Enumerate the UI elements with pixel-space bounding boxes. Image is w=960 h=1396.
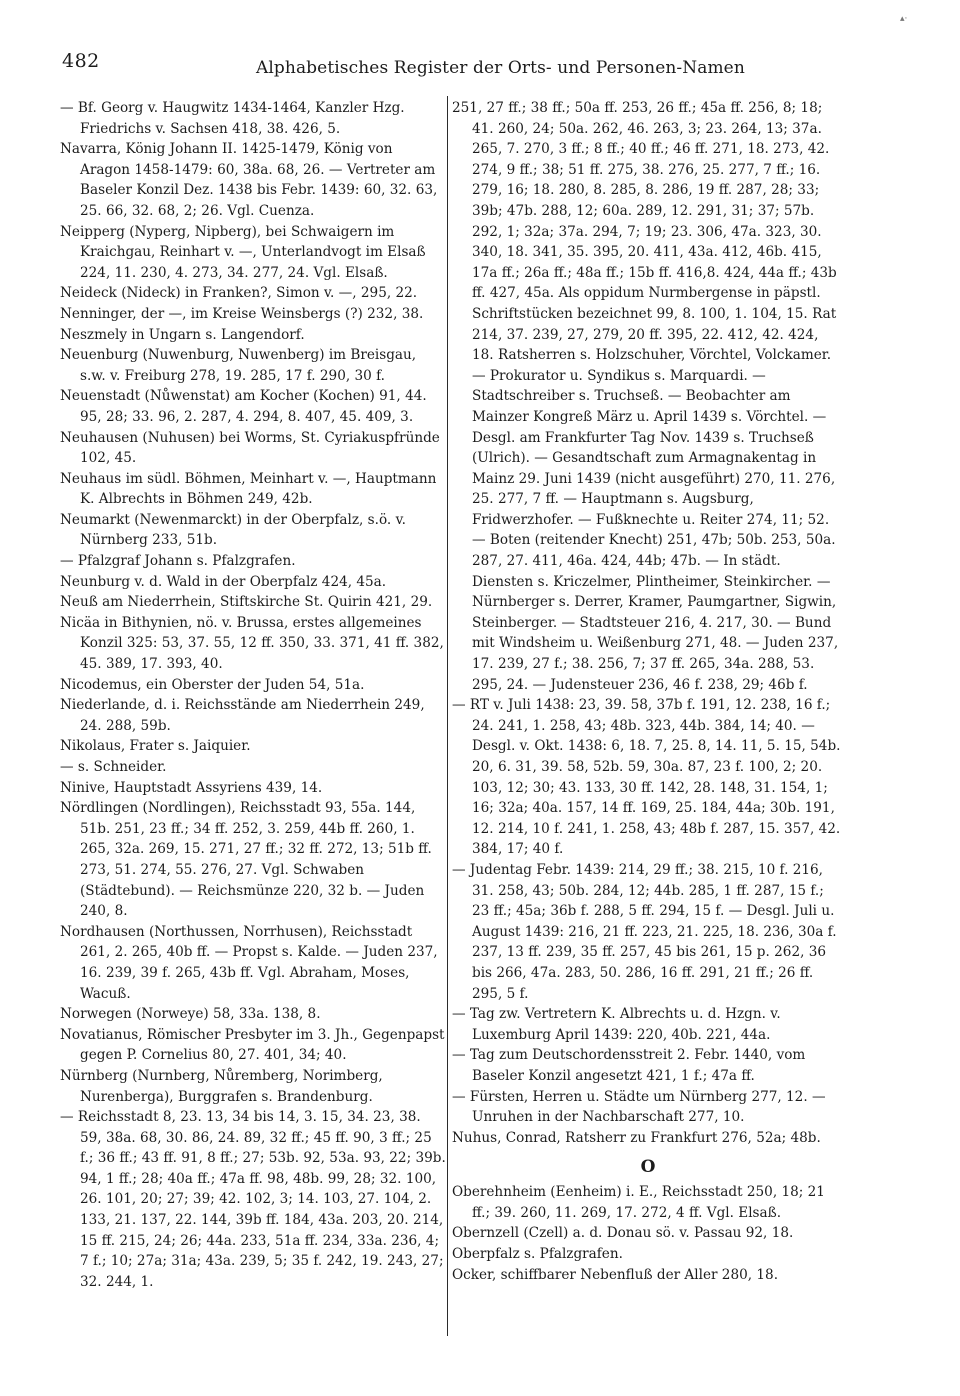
index-entry: Neuhausen (Nuhusen) bei Worms, St. Cyriakuspfründe 102, 45. [60,429,440,467]
index-entry: Obernzell (Czell) a. d. Donau sö. v. Passau 92, 18. [452,1225,794,1242]
index-entry: Oberpfalz s. Pfalzgrafen. [452,1246,623,1263]
index-entry: Neuenstadt (Nůwenstat) am Kocher (Kochen) 91, 44. 95, 28; 33. 96, 2. 287, 4. 294, 8. 407, 45. 409, 3. [60,388,427,425]
index-entry: 251, 27 ff.; 38 ff.; 50a ff. 253, 26 ff.; 45a ff. 256, 8; 18; 41. 260, 24; 50a. 262, 46. 263, 3; 23. 264, 13; 37a. 265, 7. 270, 3 ff.; 8 ff.; 40 ff.; 46 ff. 271, 18. 273, 42. 274, 9 ff.; 38; 51 ff. 275, 38. 276, 25. 277, 7 ff.; 16. 279, 16; 18. 280, 8. 285, 8. 286, 19 ff. 287, 28; 33; 39b; 47b. 288, 12; 60a. 289, 12. 291, 31; 37; 57b. 292, 1; 32a; 37a. 294, 7; 19; 23. 306, 47a. 323, 30. 340, 18. 341, 35. 395, 20. 411, 43a. 412, 46b. 415, 17a ff.; 26a ff.; 48a ff.; 15b ff. 416,8. 424, 44a ff.; 43b ff. 427, 45a. Als oppidum Nurmbergense in päpstl. Schriftstücken bezeichnet 99, 8. 100, 1. 104, 15. Rat 214, 37. 239, 27, 279, 20 ff. 395, 22. 412, 42. 424, 18. Ratsherren s. Holzschuher, Vörchtel, Volckamer. — Prokurator u. Syndikus s. Marquardi. — Stadtschreiber s. Truchseß. — Beobachter am Mainzer Kongreß März u. April 1439 s. Vörchtel. — Desgl. am Frankfurter Tag Nov. 1439 s. Truchseß (Ulrich). — Gesandtschaft zum Armagnakentag in Mainz 29. Juni 1439 (nicht ausgeführt) 270, 11. 276, 25. 277, 7 ff. — Hauptmann s. Augsburg, Fridwerzhofer. — Fußknechte u. Reiter 274, 11; 52. — Boten (reitender Knecht) 251, 47b; 50b. 253, 50a. 287, 27. 411, 46a. 424, 44b; 47b. — In städt. Diensten s. Kriczelmer, Plintheimer, Steinkircher. — Nürnberger s. Derrer, Kramer, Paumgartner, Sigwin, Steinberger. — Stadtsteuer 216, 4. 217, 30. — Bund mit Windsheim u. Weißenburg 271, 48. — Juden 237, 17. 239, 27 f.; 38. 256, 7; 37 ff. 265, 34a. 288, 53. 295, 24. — Judensteuer 236, 46 f. 238, 29; 46b f. [452,100,839,693]
index-entry: Neipperg (Nyperg, Nipberg), bei Schwaigern im Kraichgau, Reinhart v. —, Unterlandvogt im Elsaß 224, 11. 230, 4. 273, 34. 277, 24. Vgl. Elsaß. [60,223,426,281]
index-entry: — Bf. Georg v. Haugwitz 1434-1464, Kanzler Hzg. Friedrichs v. Sachsen 418, 38. 426, 5. [60,100,405,137]
page-number: 482 [62,50,100,72]
index-entry: Novatianus, Römischer Presbyter im 3. Jh., Gegenpapst gegen P. Cornelius 80, 27. 401, 34; 40. [60,1026,445,1064]
index-entry: — Tag zw. Vertretern K. Albrechts u. d. Hzgn. v. Luxemburg April 1439: 220, 40b. 221, 44a. [452,1006,781,1043]
index-entry: Nördlingen (Nordlingen), Reichsstadt 93, 55a. 144, 51b. 251, 23 ff.; 34 ff. 252, 3. 259, 44b ff. 260, 1. 265, 32a. 269, 15. 271, 27 ff.; 32 ff. 272, 13; 51b ff. 273, 51. 274, 55. 276, 27. Vgl. Schwaben (Städtebund). — Reichsmünze 220, 32 b. — Juden 240, 8. [60,800,432,920]
index-entry: Neuenburg (Nuwenburg, Nuwenberg) im Breisgau, s.w. v. Freiburg 278, 19. 285, 17 f. 290, 30 f. [60,347,417,384]
index-entry: Neuß am Niederrhein, Stiftskirche St. Quirin 421, 29. [60,594,433,611]
index-entry: Ninive, Hauptstadt Assyriens 439, 14. [60,779,323,796]
index-entry: Neumarkt (Newenmarckt) in der Oberpfalz, s.ö. v. Nürnberg 233, 51b. [60,511,406,549]
index-entry: Neunburg v. d. Wald in der Oberpfalz 424, 45a. [60,573,387,590]
corner-mark: ▴· [900,14,908,24]
index-entry: Neszmely in Ungarn s. Langendorf. [60,326,305,343]
column-divider [447,96,448,1336]
right-column [452,98,844,1285]
index-entry: Nuhus, Conrad, Ratsherr zu Frankfurt 276, 52a; 48b. [452,1129,821,1146]
index-entry: — Fürsten, Herren u. Städte um Nürnberg 277, 12. — Unruhen in der Nachbarschaft 277, 10. [452,1088,826,1126]
index-entry: Norwegen (Norweye) 58, 33a. 138, 8. [60,1006,321,1023]
index-entry: — Tag zum Deutschordensstreit 2. Febr. 1440, vom Baseler Konzil angesetzt 421, 1 f.; 47a ff. [452,1047,806,1084]
section-letter: O [640,1157,656,1178]
index-entry: Navarra, König Johann II. 1425-1479, König von Aragon 1458-1479: 60, 38a. 68, 26. — Vertreter am Baseler Konzil Dez. 1438 bis Febr. 1439: 60, 32. 63, 25. 66, 32. 68, 2; 26. Vgl. Cuenza. [60,141,438,219]
index-entry: Nicodemus, ein Oberster der Juden 54, 51a. [60,676,365,693]
index-entry: Nenninger, der —, im Kreise Weinsbergs (?) 232, 38. [60,305,424,322]
index-entry: Nicäa in Bithynien, nö. v. Brussa, erstes allgemeines Konzil 325: 53, 37. 55, 12 ff. 350, 33. 371, 41 ff. 382, 45. 389, 17. 393, 40. [60,614,444,673]
index-entry: Neideck (Nideck) in Franken?, Simon v. —, 295, 22. [60,285,418,302]
index-entry: Nikolaus, Frater s. Jaiquier. [60,738,251,755]
index-entry: — s. Schneider. [60,759,167,775]
index-entry: Ocker, schiffbarer Nebenfluß der Aller 280, 18. [452,1266,779,1283]
index-entry: — Judentag Febr. 1439: 214, 29 ff.; 38. 215, 10 f. 216, 31. 258, 43; 50b. 284, 12; 44b. 285, 1 ff. 287, 15 f.; 23 ff.; 45a; 36b f. 288, 5 ff. 294, 15 f. — Desgl. Juli u. August 1439: 216, 21 ff. 223, 21. 225, 18. 236, 30a f. 237, 13 ff. 239, 35 ff. 257, 45 bis 261, 15 p. 262, 36 bis 266, 47a. 283, 50. 286, 16 ff. 291, 21 ff.; 26 ff. 295, 5 f. [452,861,837,1002]
index-entry: Nordhausen (Northussen, Norrhusen), Reichsstadt 261, 2. 265, 40b ff. — Propst s. Kalde. — Juden 237, 16. 239, 39 f. 265, 43b ff. Vgl. Abraham, Moses, Wacuß. [60,923,438,1002]
index-entry: Niederlande, d. i. Reichsstände am Niederrhein 249, 24. 288, 59b. [60,697,425,734]
running-head: Alphabetisches Register der Orts- und Personen-Namen [256,58,745,78]
index-entry: Oberehnheim (Eenheim) i. E., Reichsstadt 250, 18; 21 ff.; 39. 260, 11. 269, 17. 272, 4 ff. Vgl. Elsaß. [452,1184,825,1221]
left-column [60,98,446,1292]
index-entry: — Reichsstadt 8, 23. 13, 34 bis 14, 3. 15, 34. 23, 38. 59, 38a. 68, 30. 86, 24. 89, 32 ff.; 45 ff. 90, 3 ff.; 25 f.; 36 ff.; 43 ff. 91, 8 ff.; 27; 53b. 92, 53a. 93, 22; 39b. 94, 1 ff.; 28; 40a ff.; 47a ff. 98, 48b. 99, 28; 32. 100, 26. 101, 20; 27; 39; 42. 102, 3; 14. 103, 27. 104, 2. 133, 21. 137, 22. 144, 39b ff. 184, 43a. 203, 20. 214, 15 ff. 215, 24; 26; 44a. 233, 51a ff. 234, 33a. 236, 4; 7 f.; 10; 27a; 31a; 43a. 239, 5; 35 f. 242, 19. 243, 27; 32. 244, 1. [60,1109,446,1290]
index-entry: Neuhaus im südl. Böhmen, Meinhart v. —, Hauptmann K. Albrechts in Böhmen 249, 42b. [60,470,437,508]
index-entry: — RT v. Juli 1438: 23, 39. 58, 37b f. 191, 12. 238, 16 f.; 24. 241, 1. 258, 43; 48b. 323, 44b. 384, 14; 40. — Desgl. v. Okt. 1438: 6, 18. 7, 25. 8, 14. 11, 5. 15, 54b. 20, 6. 31, 39. 58, 52b. 59, 30a. 87, 23 f. 100, 2; 20. 103, 12; 30; 43. 133, 30 ff. 142, 28. 148, 31. 154, 1; 16; 32a; 40a. 157, 14 ff. 169, 25. 184, 44a; 30b. 191, 12. 214, 10 f. 241, 1. 258, 43; 48b f. 287, 15. 357, 42. 384, 17; 40 f. [452,697,841,858]
index-entry: — Pfalzgraf Johann s. Pfalzgrafen. [60,553,296,570]
index-entry: Nürnberg (Nurnberg, Nůremberg, Norimberg, Nurenberga), Burggrafen s. Brandenburg. [60,1067,383,1105]
